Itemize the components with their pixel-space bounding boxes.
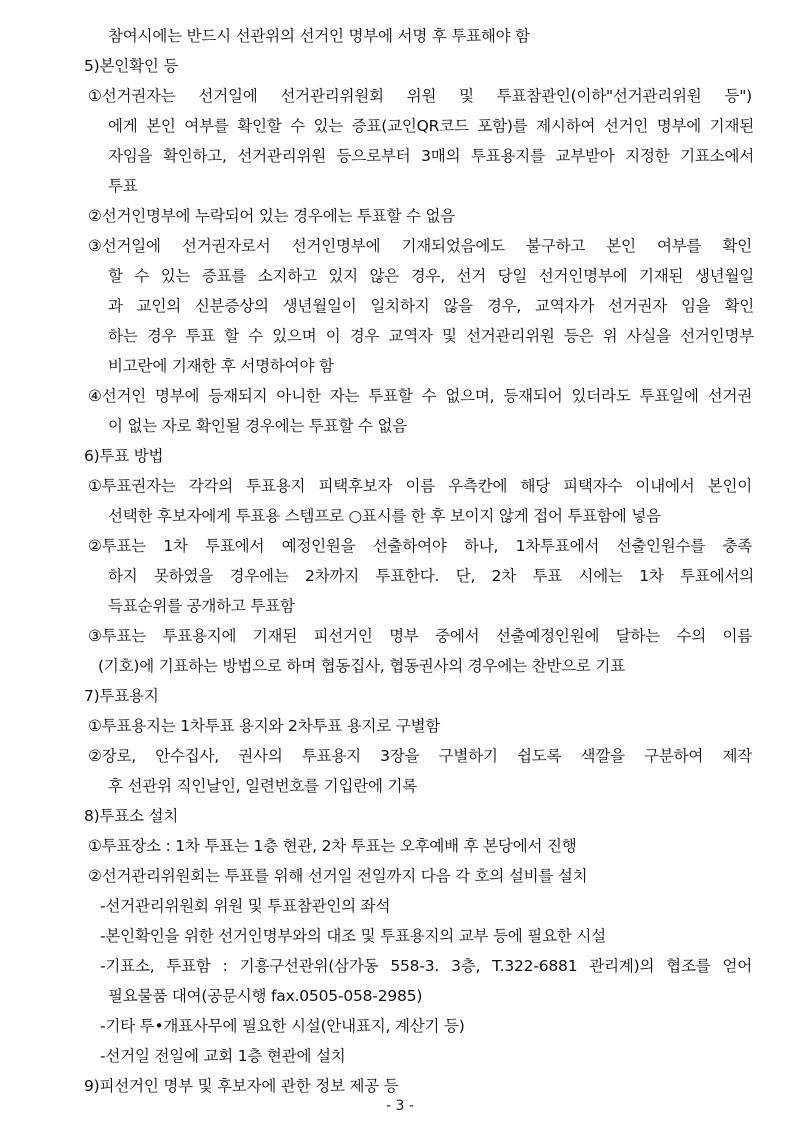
text-line: 할 수 있는 증표를 소지하고 있지 않은 경우, 선거 당일 선거인명부에 기재된 생년월일 — [108, 267, 754, 285]
text-line: ①선거권자는 선거일에 선거관리위원회 위원 및 투표참관인(이하"선거관리위원 등") — [88, 87, 752, 105]
text-line: ①투표권자는 각각의 투표용지 피택후보자 이름 우측칸에 해당 피택자수 이내에서 본인이 — [88, 477, 752, 495]
text-line: 하지 못하였을 경우에는 2차까지 투표한다. 단, 2차 투표 시에는 1차 투표에서의 — [108, 567, 754, 585]
text-line: 자임을 확인하고, 선거관리위원 등으로부터 3매의 투표용지를 교부받아 지정한 기표소에서 — [108, 147, 754, 165]
text-line: -기표소, 투표함 : 기흥구선관위(삼가동 558-3. 3층, T.322-6881 관리계)의 협조를 얻어 — [100, 957, 752, 975]
text-line: 투표 — [108, 177, 138, 195]
text-line: ②선거인명부에 누락되어 있는 경우에는 투표할 수 없음 — [88, 207, 456, 225]
text-line: 참여시에는 반드시 선관위의 선거인 명부에 서명 후 투표해야 함 — [108, 27, 530, 45]
text-line: 7)투표용지 — [84, 687, 159, 705]
text-line: ①투표장소 : 1차 투표는 1층 현관, 2차 투표는 오후예배 후 본당에서 진행 — [88, 837, 577, 855]
text-line: 하는 경우 투표 할 수 있으며 이 경우 교역자 및 선거관리위원 등은 위 사실을 선거인명부 — [108, 327, 754, 345]
text-line: ②선거관리위원회는 투표를 위해 선거일 전일까지 다음 각 호의 설비를 설치 — [88, 867, 588, 885]
text-line: 9)피선거인 명부 및 후보자에 관한 정보 제공 등 — [84, 1077, 399, 1095]
text-line: 6)투표 방법 — [84, 447, 164, 465]
text-line: 5)본인확인 등 — [84, 57, 179, 75]
text-line: 에게 본인 여부를 확인할 수 있는 증표(교인QR코드 포함)를 제시하여 선거인 명부에 기재된 — [108, 117, 754, 135]
text-line: -기타 투•개표사무에 필요한 시설(안내표지, 계산기 등) — [100, 1017, 465, 1035]
text-line: 이 없는 자로 확인될 경우에는 투표할 수 없음 — [108, 417, 408, 435]
text-line: 필요물품 대여(공문시행 fax.0505-058-2985) — [108, 987, 423, 1005]
text-line: ②장로, 안수집사, 권사의 투표용지 3장을 구별하기 쉽도록 색깔을 구분하여 제작 — [88, 747, 752, 765]
text-line: 8)투표소 설치 — [84, 807, 179, 825]
text-line: ④선거인 명부에 등재되지 아니한 자는 투표할 수 없으며, 등재되어 있더라도 투표일에 선거권 — [88, 387, 752, 405]
text-line: ②투표는 1차 투표에서 예정인원을 선출하여야 하나, 1차투표에서 선출인원수를 충족 — [88, 537, 752, 555]
text-line: -선거일 전일에 교회 1층 현관에 설치 — [100, 1047, 346, 1065]
text-line: (기호)에 기표하는 방법으로 하며 협동집사, 협동권사의 경우에는 찬반으로 기표 — [98, 657, 625, 675]
text-line: 과 교인의 신분증상의 생년월일이 일치하지 않을 경우, 교역자가 선거권자 임을 확인 — [108, 297, 754, 315]
text-line: ③투표는 투표용지에 기재된 피선거인 명부 중에서 선출예정인원에 달하는 수의 이름 — [88, 627, 752, 645]
text-line: -선거관리위원회 위원 및 투표참관인의 좌석 — [100, 897, 391, 915]
text-line: 득표순위를 공개하고 투표함 — [108, 597, 295, 615]
text-line: ①투표용지는 1차투표 용지와 2차투표 용지로 구별함 — [88, 717, 441, 735]
text-line: 후 선관위 직인날인, 일련번호를 기입란에 기록 — [108, 777, 418, 795]
page-number: - 3 - — [386, 1098, 414, 1114]
text-line: 비고란에 기재한 후 서명하여야 함 — [108, 357, 334, 375]
text-line: ③선거일에 선거권자로서 선거인명부에 기재되었음에도 불구하고 본인 여부를 확인 — [88, 237, 752, 255]
text-line: -본인확인을 위한 선거인명부와의 대조 및 투표용지의 교부 등에 필요한 시설 — [100, 927, 606, 945]
text-line: 선택한 후보자에게 투표용 스템프로 ○표시를 한 후 보이지 않게 접어 투표함에 넣음 — [108, 507, 661, 525]
